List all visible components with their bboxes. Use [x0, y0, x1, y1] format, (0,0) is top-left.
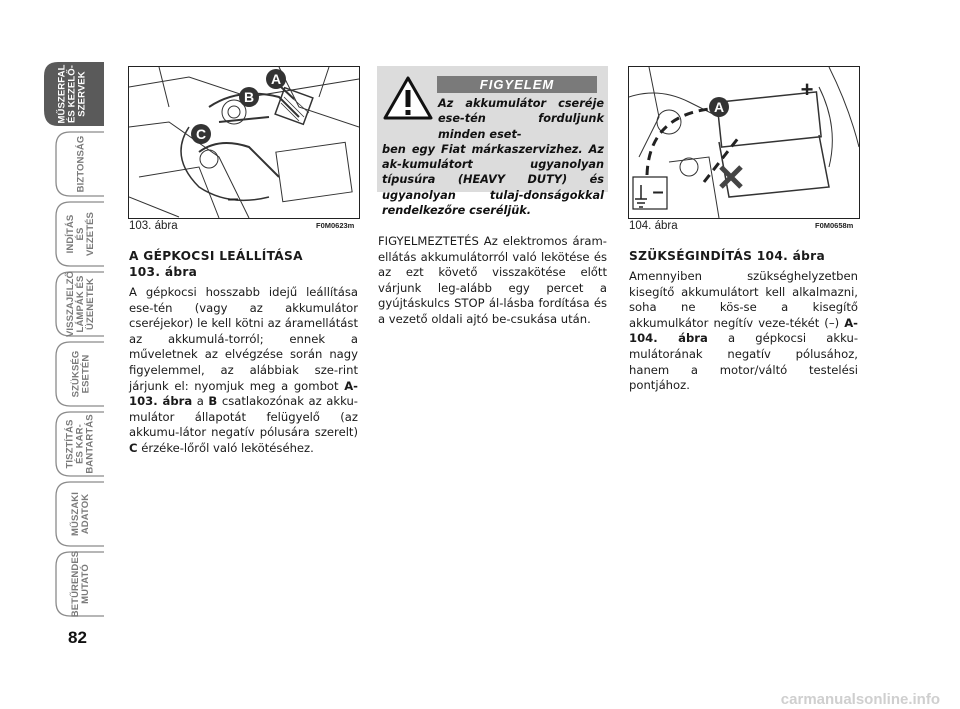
tab-label: SZÜKSÉG ESETÉN [70, 350, 91, 398]
tab-tisztitas[interactable] [40, 410, 104, 478]
warning-box [377, 66, 608, 218]
label-c: C [195, 126, 207, 142]
figure-103-code: F0M0623m [316, 221, 355, 230]
tab-inditas[interactable] [40, 200, 104, 268]
section-figyelmeztetes [378, 234, 607, 328]
figure-104-code: F0M0658m [815, 221, 854, 230]
watermark: carmanualsonline.info [780, 691, 940, 708]
warning-title: FIGYELEM [437, 76, 597, 93]
figure-104-caption: 104. ábra [629, 220, 678, 232]
tab-label: BIZTONSÁG [75, 135, 87, 193]
tab-label: VISSZAJELZŐ LÁMPÁK ÉS ÜZENETEK [65, 270, 96, 338]
jump-start-illustration [629, 67, 859, 218]
figure-103 [128, 66, 360, 219]
section-figure-ref: 103. ábra [129, 265, 198, 279]
tab-beturendes[interactable] [40, 550, 104, 618]
page-number: 82 [68, 628, 87, 647]
tab-visszajelzo[interactable] [40, 270, 104, 338]
label-b: B [243, 89, 255, 105]
label-a: A [713, 99, 725, 115]
cross-mark [721, 167, 741, 187]
tab-label: MŰSZERFAL ÉS KEZELŐ- SZERVEK [55, 64, 87, 124]
battery-terminal-illustration [129, 67, 359, 218]
section-leallitas [129, 248, 358, 457]
tab-biztonsag[interactable] [40, 130, 104, 198]
section-szuksegindítas [629, 248, 858, 394]
label-a-callout [709, 97, 729, 117]
label-a: A [270, 71, 282, 87]
tab-label: INDÍTÁS ÉS VEZETÉS [65, 212, 96, 256]
section-body: Amennyiben szükséghelyzetben kisegítő akkumulátort kell alkalmazni, soha ne kös-se a kisegítő akkumulkátor negítív veze-tékét (–) A-104. ábra a gépkocsi akku-mulátorának negatív pólusához, hanem a motor/váltó testelési pontjához. [629, 269, 858, 393]
minus-sign: – [227, 188, 239, 210]
tab-muszerfal[interactable] [40, 60, 104, 128]
section-heading: SZÜKSÉGINDÍTÁS 104. ábra [629, 249, 825, 263]
label-b-callout [239, 87, 259, 107]
plus-sign: + [800, 77, 814, 102]
minus-sign: – [652, 181, 664, 203]
tab-szukseg[interactable] [40, 340, 104, 408]
tab-label: MŰSZAKI ADATOK [69, 492, 91, 536]
figure-103-caption: 103. ábra [129, 220, 178, 232]
section-heading: A GÉPKOCSI LEÁLLÍTÁSA [129, 249, 303, 263]
tab-muszaki[interactable] [40, 480, 104, 548]
figure-104 [628, 66, 860, 219]
tab-label: TISZTÍTÁS ÉS KAR- BANTARTÁS [65, 414, 96, 474]
section-body: A gépkocsi hosszabb idejű leállítása ese-tén (vagy az akkumulátor cseréjekor) le kell kötni az áramellátást az akkumulá-torról; ennek a műveletnek az elvégzése során nagy figyelemmel, az alábbiak sze-rint járjunk el: nyomjuk meg a gombot A-103. ábra a B csatlakozónak az akku-mulátor állapotát felügyelő (az akkumu-látor negatív pólusára szerelt) C érzéke-lőről való lekötéséhez. [129, 285, 358, 455]
warning-text: Az akkumulátor cseréje ese-tén forduljunk minden eset- ben egy Fiat márkaszervizhez. Az ak-kumulátort ugyanolyan típusúra (HEAVY DUTY) és ugyanolyan tulaj-donságokkal rendelkezőre cseréljük. [382, 97, 604, 218]
tab-label: BETŰRENDES MUTATÓ [70, 550, 92, 618]
label-c-callout [191, 124, 211, 144]
section-body: FIGYELMEZTETÉS Az elektromos áram-ellátás akkumulátorról való lekötése és az ezt követő visszakötése előtt várjunk leg-alább egy percet a gyújtáskulcs STOP ál-lásba fordítása és a vezető oldali ajtó be-csukása után. [378, 234, 607, 326]
